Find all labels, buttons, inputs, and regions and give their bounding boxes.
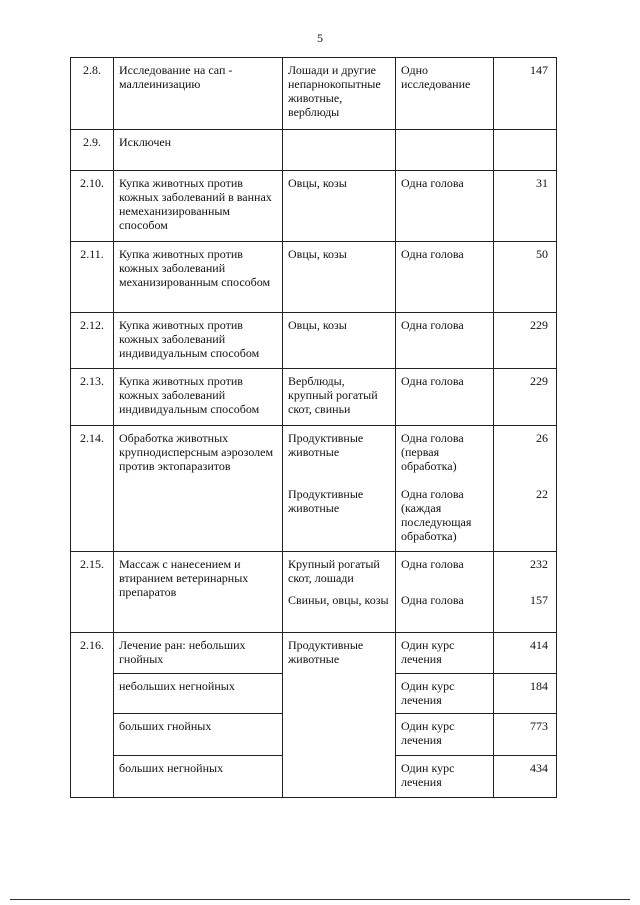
service-name: Купка животных против кожных заболеваний индивидуальным способом	[114, 313, 283, 369]
price: 773	[494, 714, 557, 756]
unit-cell	[396, 552, 494, 633]
price: 434	[494, 756, 557, 798]
service-name: Исследование на сап - маллеинизацию	[114, 58, 283, 130]
service-name: небольших негнойных	[114, 674, 283, 714]
price: 50	[494, 242, 557, 313]
service-name: больших гнойных	[114, 714, 283, 756]
unit-of-measure: Одно исследование	[396, 58, 494, 130]
table-row	[71, 633, 557, 674]
unit-of-measure: Одна голова	[396, 242, 494, 313]
price-cell	[494, 552, 557, 633]
price: 157	[530, 593, 548, 607]
price: 414	[494, 633, 557, 674]
animal-type: Верблюды, крупный рогатый скот, свиньи	[283, 369, 396, 426]
row-number: 2.10.	[71, 171, 114, 242]
service-name: Купка животных против кожных заболеваний индивидуальным способом	[114, 369, 283, 426]
table-row	[71, 242, 557, 313]
animal-type: Крупный рогатый скот, лошади	[288, 557, 380, 585]
table-row	[71, 313, 557, 369]
price: 229	[494, 313, 557, 369]
unit-of-measure: Одна голова	[396, 171, 494, 242]
price: 229	[494, 369, 557, 426]
animal-type: Продуктивные животные	[283, 633, 396, 798]
price: 184	[494, 674, 557, 714]
unit-cell	[396, 426, 494, 552]
row-number: 2.8.	[71, 58, 114, 130]
animal-type	[283, 130, 396, 171]
price-cell	[494, 426, 557, 552]
unit-of-measure: Одна голова	[396, 313, 494, 369]
price	[494, 130, 557, 171]
unit-of-measure: Одна голова (каждая последующая обработка)	[401, 487, 472, 543]
price: 22	[536, 487, 548, 501]
price: 31	[494, 171, 557, 242]
service-name: Исключен	[114, 130, 283, 171]
table-row	[71, 58, 557, 130]
unit-of-measure: Один курс лечения	[396, 633, 494, 674]
unit-of-measure: Одна голова	[401, 593, 464, 607]
animal-type-cell	[283, 552, 396, 633]
price: 232	[530, 557, 548, 571]
service-name: больших негнойных	[114, 756, 283, 798]
row-number: 2.16.	[71, 633, 114, 798]
row-number: 2.14.	[71, 426, 114, 552]
animal-type: Свиньи, овцы, козы	[288, 593, 389, 607]
table-row	[71, 369, 557, 426]
animal-type: Овцы, козы	[283, 171, 396, 242]
row-number: 2.15.	[71, 552, 114, 633]
animal-type: Продуктивные животные	[288, 487, 364, 515]
page-number: 5	[317, 31, 323, 45]
service-name: Массаж с нанесением и втиранием ветеринарных препаратов	[114, 552, 283, 633]
row-number: 2.9.	[71, 130, 114, 171]
animal-type: Овцы, козы	[283, 242, 396, 313]
unit-of-measure: Одна голова (первая обработка)	[401, 431, 464, 473]
service-name: Обработка животных крупнодисперсным аэрозолем против эктопаразитов	[114, 426, 283, 552]
unit-of-measure: Одна голова	[401, 557, 464, 571]
service-name: Лечение ран: небольших гнойных	[114, 633, 283, 674]
animal-type-cell	[283, 426, 396, 552]
row-number: 2.13.	[71, 369, 114, 426]
page-bottom-rule	[10, 899, 630, 900]
table-row	[71, 171, 557, 242]
unit-of-measure: Один курс лечения	[396, 714, 494, 756]
table-row	[71, 552, 557, 633]
price: 26	[536, 431, 548, 445]
animal-type: Лошади и другие непарнокопытные животные, верблюды	[283, 58, 396, 130]
unit-of-measure: Одна голова	[396, 369, 494, 426]
row-number: 2.12.	[71, 313, 114, 369]
tariff-table	[70, 57, 557, 798]
animal-type: Продуктивные животные	[288, 431, 364, 459]
price: 147	[494, 58, 557, 130]
table-row	[71, 130, 557, 171]
unit-of-measure	[396, 130, 494, 171]
service-name: Купка животных против кожных заболеваний в ваннах немеханизированным способом	[114, 171, 283, 242]
row-number: 2.11.	[71, 242, 114, 313]
animal-type: Овцы, козы	[283, 313, 396, 369]
unit-of-measure: Один курс лечения	[396, 756, 494, 798]
service-name: Купка животных против кожных заболеваний механизированным способом	[114, 242, 283, 313]
table-row	[71, 426, 557, 552]
unit-of-measure: Один курс лечения	[396, 674, 494, 714]
